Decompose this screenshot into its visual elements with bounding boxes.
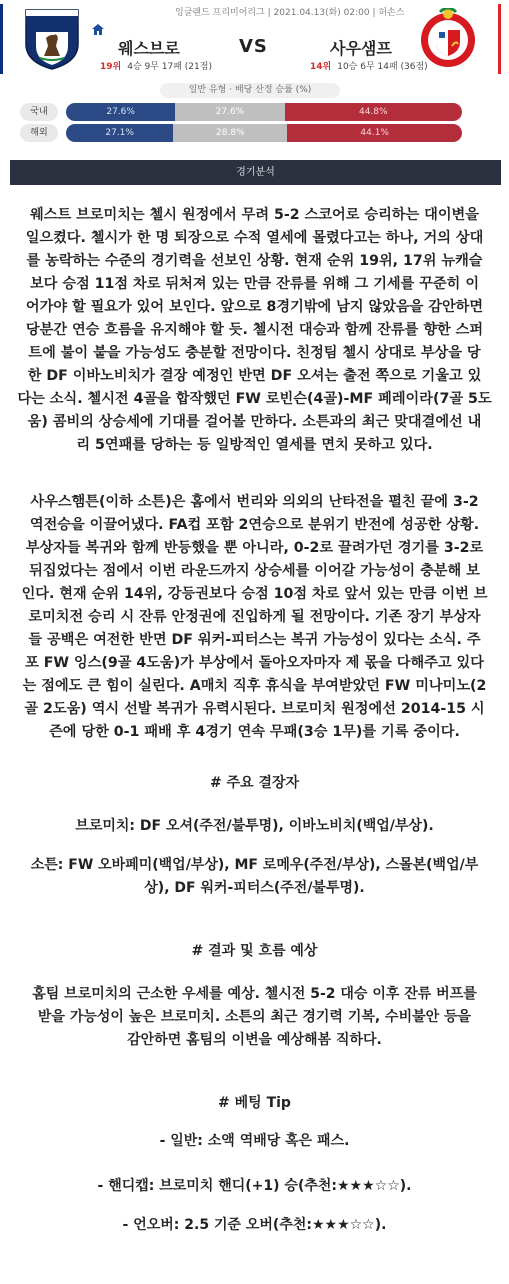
home-rank: 19위 [100, 62, 122, 72]
stat-row-domestic [0, 103, 509, 121]
text-line: 어가야 할 필요가 있어 보인다. 앞으로 8경기밖에 남지 않았음을 감안하면 [25, 299, 484, 315]
draw-segment: 27.6% [175, 103, 284, 121]
away-color-bar [498, 4, 501, 74]
home-color-bar [0, 4, 3, 74]
tip-overunder: - 언오버: 2.5 기준 오버(추천:★★★☆☆). [122, 1217, 387, 1233]
text-line: 상), DF 워커-피터스(주전/불투명). [144, 880, 365, 896]
away-record-text: 10승 6무 14패 (36점) [337, 62, 428, 72]
home-team-paragraph [0, 204, 509, 457]
versus-label: VS [239, 36, 268, 57]
text-line: 트에 불이 붙을 가능성도 충분할 전망이다. 친정팀 첼시 상대로 부상을 당 [28, 345, 481, 361]
stat-label: 해외 [20, 124, 58, 142]
text-line: 당분간 연승 흐름을 유지해야 할 듯. 첼시전 대승과 함께 잔류를 향한 스퍼 [25, 322, 484, 338]
stat-row-overseas [0, 124, 509, 142]
text-line: 홈팀 브로미치의 근소한 우세를 예상. 첼시전 5-2 대승 이후 잔류 버프를 [32, 986, 477, 1002]
loss-segment: 44.1% [287, 124, 462, 142]
stat-bar [66, 103, 462, 121]
win-segment: 27.6% [66, 103, 175, 121]
away-team-paragraph [0, 491, 509, 744]
tip-handicap: - 핸디캡: 브로미치 핸디(+1) 승(추천:★★★☆☆). [97, 1178, 412, 1194]
text-line: 보다 승점 11점 차로 뒤처져 있는 만큼 잔류를 위해 그 기세를 꾸준히 이 [29, 276, 480, 292]
text-line: 골 2도움) 역시 선발 복귀가 유력시된다. 브로미치 원정에선 2014-15 시 [24, 701, 485, 717]
text-line: 포 FW 잉스(9골 4도움)가 부상에서 돌아오자마자 제 몫을 다해주고 있다 [25, 655, 484, 671]
text-line: 사우스햄튼(이하 소튼)은 홈에서 번리와 의외의 난타전을 펼친 끝에 3-2 [30, 494, 479, 510]
text-line: 소튼: FW 오바페미(백업/부상), MF 로메우(주전/부상), 스몰본(백업/부 [30, 857, 479, 873]
text-line: 뒤집었다는 점에서 이번 라운드까지 상승세를 이어갈 가능성이 충분해 보 [29, 563, 480, 579]
prediction-heading: # 결과 및 흐름 예상 [191, 943, 318, 959]
text-line: 즌에 당한 0-1 패배 후 4경기 연속 무패(3승 1무)를 기록 중이다. [49, 724, 460, 740]
text-line: 웨스트 브로미치는 첼시 원정에서 무려 5-2 스코어로 승리하는 대이변을 [30, 207, 479, 223]
absentees-heading: # 주요 결장자 [209, 775, 300, 791]
tip-general: - 일반: 소액 역배당 혹은 패스. [159, 1133, 350, 1149]
loss-segment: 44.8% [285, 103, 462, 121]
text-line: 역전승을 이끌어냈다. FA컵 포함 2연승으로 분위기 반전에 성공한 상황. [29, 517, 480, 533]
text-line: 로미치전 승리 시 잔류 안정권에 진입하게 될 전망이다. 기존 장기 부상자 [28, 609, 481, 625]
prediction-text [0, 983, 509, 1052]
stat-bar [66, 124, 462, 142]
home-team-name: 웨스브로 [118, 39, 180, 58]
text-line: 다는 소식. 첼시전 4골을 합작했던 FW 로빈슨(4골)-MF 페레이라(7골 5도 [17, 391, 492, 407]
text-line: 받을 가능성이 높은 브로미치. 소튼의 최근 경기력 기복, 수비불안 등을 [37, 1009, 472, 1025]
draw-segment: 28.8% [173, 124, 287, 142]
home-record-text: 4승 9무 17패 (21점) [127, 62, 212, 72]
home-record [100, 59, 212, 72]
text-line: 부상자들 복귀와 함께 반등했을 뿐 아니라, 0-2로 끌려가던 경기를 3-2로 [25, 540, 484, 556]
text-line: 감안하면 홈팀의 이변을 예상해봄 직하다. [127, 1032, 382, 1048]
text-line: 인다. 현재 순위 14위, 강등권보다 승점 10점 차로 앞서 있는 만큼 이번 브 [21, 586, 488, 602]
section-title-analysis: 경기분석 [10, 160, 501, 185]
text-line: 들 공백은 여전한 반면 DF 워커-피터스는 복귀 가능성이 있다는 소식. 주 [28, 632, 481, 648]
win-probability-stats [0, 82, 509, 150]
betting-tip-heading: # 베팅 Tip [218, 1095, 291, 1111]
away-team-name: 사우샘프 [330, 39, 392, 58]
text-line: 한 DF 이바노비치가 결장 예정인 반면 DF 오셔는 출전 쪽으로 기울고 있 [27, 368, 482, 384]
stats-legend: 일반 유형 · 배당 산정 승률 (%) [160, 83, 340, 98]
home-icon [92, 24, 104, 35]
absentees-away [0, 854, 509, 900]
away-rank: 14위 [310, 62, 332, 72]
text-line: 는 점에도 큰 힘이 실린다. A매치 직후 휴식을 부여받았던 FW 미나미노(2 [22, 678, 487, 694]
away-record [310, 59, 428, 72]
west-brom-crest-icon [22, 8, 82, 70]
match-header [0, 0, 509, 80]
text-line: 일으켰다. 첼시가 한 명 퇴장으로 수적 열세에 몰렸다고는 하나, 거의 상대 [25, 230, 484, 246]
absentees-home: 브로미치: DF 오셔(주전/불투명), 이바노비치(백업/부상). [75, 818, 434, 834]
stat-label: 국내 [20, 103, 58, 121]
southampton-crest-icon [418, 8, 478, 70]
text-line: 움) 콤비의 상승세에 기대를 걸어볼 만하다. 소튼과의 최근 맞대결에선 내 [27, 414, 482, 430]
league-info: 잉글랜드 프리미어리그 | 2021.04.13(화) 02:00 | 허손스 [175, 8, 405, 18]
text-line: 리 5연패를 당하는 등 일방적인 열세를 면치 못하고 있다. [76, 437, 433, 453]
text-line: 를 농락하는 수준의 경기력을 선보인 상황. 현재 순위 19위, 17위 뉴캐슬 [26, 253, 483, 269]
win-segment: 27.1% [66, 124, 173, 142]
